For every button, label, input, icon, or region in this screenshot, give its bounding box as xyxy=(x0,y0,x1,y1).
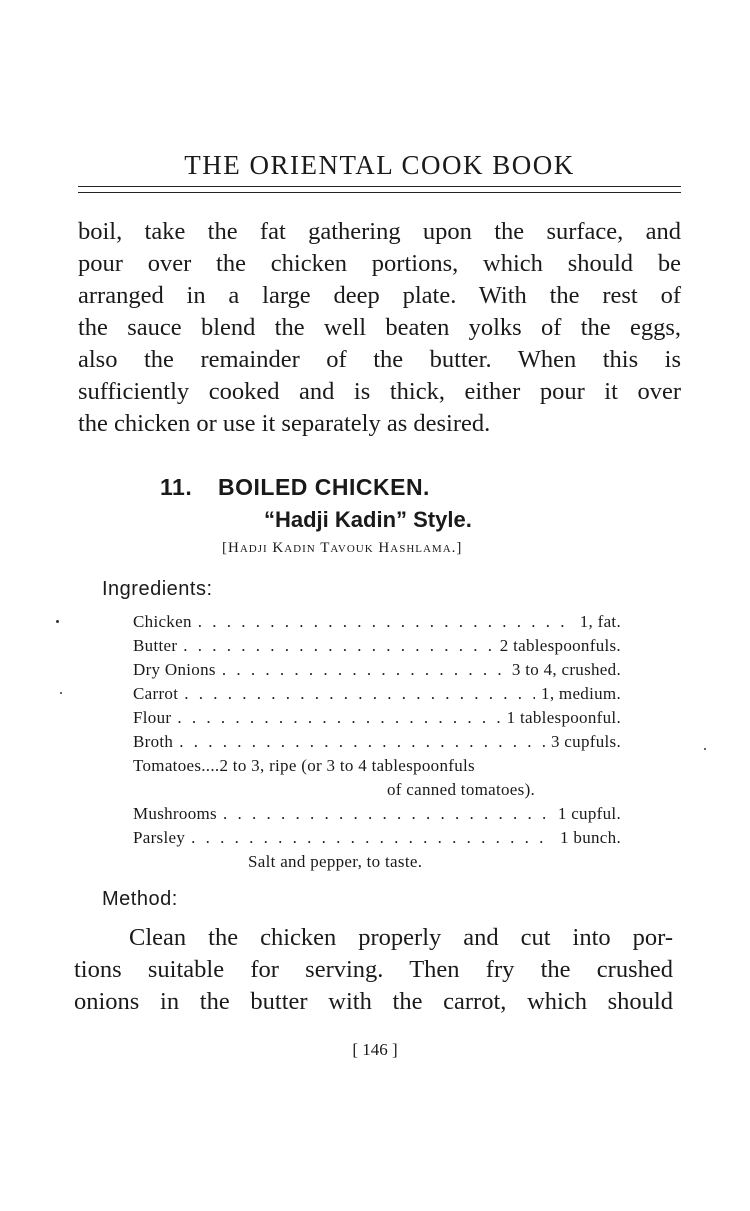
recipe-name: BOILED CHICKEN. xyxy=(218,474,430,500)
intro-line: the chicken or use it separately as desired. xyxy=(78,410,491,437)
scan-speck xyxy=(704,748,706,750)
ingredient-tomatoes-cont: of canned tomatoes). xyxy=(387,780,536,799)
intro-line: sufficiently cooked and is thick, either pour it over xyxy=(78,378,681,405)
ingredient-name: Carrot xyxy=(133,684,179,703)
ingredient-name: Chicken xyxy=(133,612,192,631)
method-line: Clean the chicken properly and cut into por- xyxy=(129,924,673,951)
intro-line: also the remainder of the butter. When this is xyxy=(78,346,681,373)
leader-dots xyxy=(222,660,506,680)
intro-line: the sauce blend the well beaten yolks of the eggs, xyxy=(78,314,681,341)
ingredient-name: Broth xyxy=(133,732,174,751)
ingredient-row xyxy=(133,636,621,660)
ingredient-name: Mushrooms xyxy=(133,804,217,823)
ingredient-qty: 3 to 4, crushed. xyxy=(511,660,621,679)
running-head: THE ORIENTAL COOK BOOK xyxy=(184,150,575,180)
ingredient-name: Flour xyxy=(133,708,172,727)
ingredient-row xyxy=(133,660,621,684)
ingredient-qty: 1, medium. xyxy=(541,684,621,703)
ingredients-heading: Ingredients: xyxy=(102,578,213,600)
ingredient-name: Parsley xyxy=(133,828,186,847)
ingredient-qty: 3 cupfuls. xyxy=(550,732,621,751)
ingredient-row xyxy=(133,732,621,756)
leader-dots xyxy=(177,708,500,728)
scan-speck xyxy=(56,620,59,623)
method-heading: Method: xyxy=(102,888,178,910)
ingredient-name: Butter xyxy=(133,636,178,655)
method-line: tions suitable for serving. Then fry the crushed xyxy=(74,956,673,983)
leader-dots xyxy=(184,684,535,704)
ingredient-qty: 1 cupful. xyxy=(557,804,621,823)
seasoning-line: Salt and pepper, to taste. xyxy=(248,852,423,871)
ingredient-qty: 2 tablespoonfuls. xyxy=(499,636,621,655)
method-line: onions in the butter with the carrot, which should xyxy=(74,988,673,1015)
intro-line: boil, take the fat gathering upon the surface, and xyxy=(78,218,681,245)
ingredient-tomatoes: Tomatoes....2 to 3, ripe (or 3 to 4 tablespoonfuls xyxy=(133,756,475,775)
intro-line: pour over the chicken portions, which should be xyxy=(78,250,681,277)
leader-dots xyxy=(191,828,554,848)
ingredient-row xyxy=(133,612,621,636)
ingredient-name: Dry Onions xyxy=(133,660,216,679)
ingredient-qty: 1 bunch. xyxy=(560,828,621,847)
intro-paragraph xyxy=(78,216,681,440)
leader-dots xyxy=(198,612,574,632)
ingredient-qty: 1, fat. xyxy=(579,612,621,631)
leader-dots xyxy=(183,636,493,656)
leader-dots xyxy=(223,804,552,824)
ingredient-qty: 1 tablespoonful. xyxy=(506,708,621,727)
page-number: [ 146 ] xyxy=(352,1040,398,1059)
ingredient-row xyxy=(133,708,621,732)
recipe-title xyxy=(160,474,430,501)
scan-speck xyxy=(60,692,62,694)
recipe-number: 11. xyxy=(160,474,193,500)
recipe-native-name: [Hadji Kadin Tavouk Hashlama.] xyxy=(222,540,463,556)
recipe-subtitle: “Hadji Kadin” Style. xyxy=(264,507,472,532)
ingredient-row xyxy=(133,684,621,708)
leader-dots xyxy=(179,732,545,752)
header-rule xyxy=(78,186,681,193)
method-paragraph xyxy=(74,922,673,1018)
ingredient-row xyxy=(133,828,621,852)
ingredients-list xyxy=(133,612,621,876)
ingredient-row xyxy=(133,804,621,828)
intro-line: arranged in a large deep plate. With the rest of xyxy=(78,282,681,309)
